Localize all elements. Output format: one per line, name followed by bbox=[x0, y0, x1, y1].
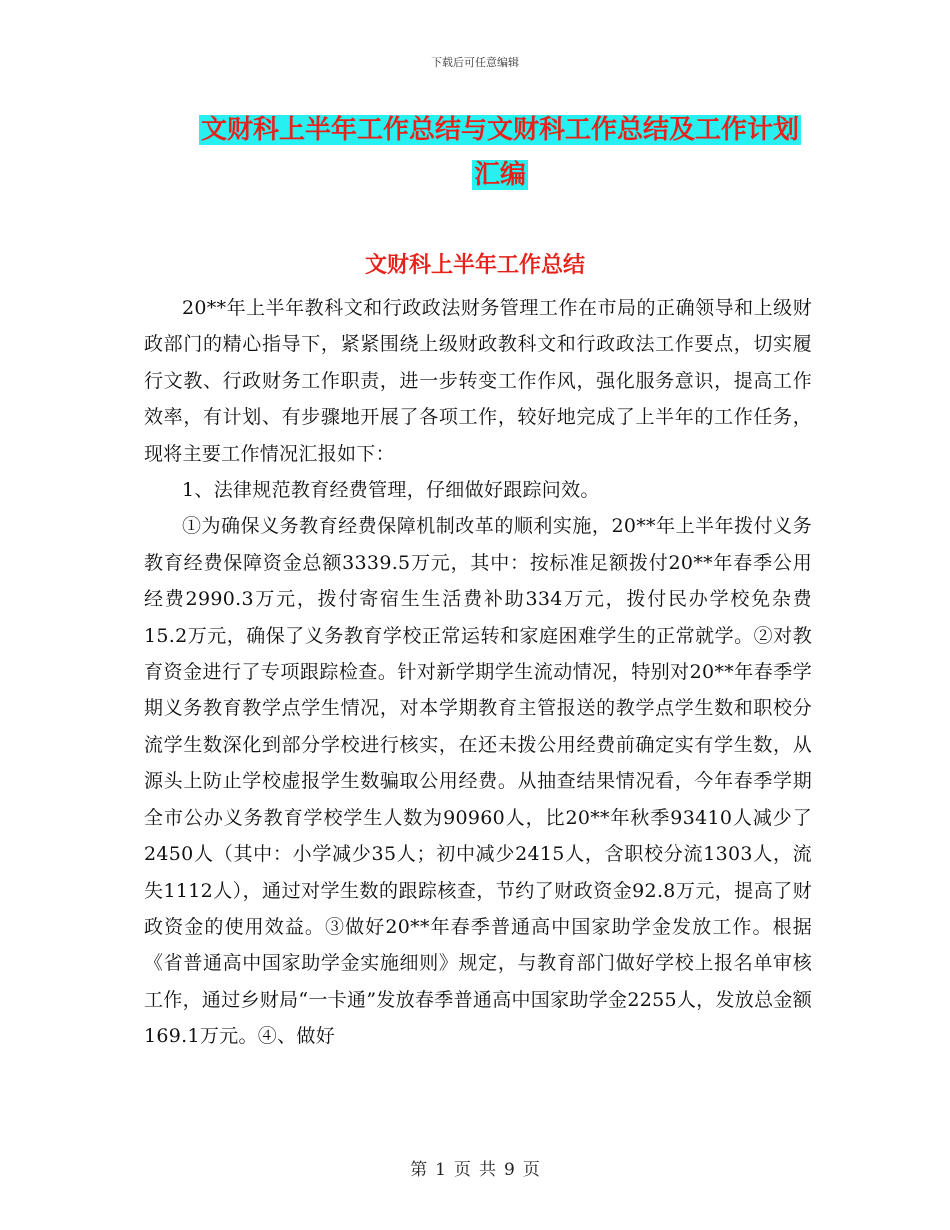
footer-total-pages: 9 bbox=[504, 1160, 515, 1180]
footer-prefix: 第 bbox=[410, 1160, 428, 1180]
paragraph-details: ①为确保义务教育经费保障机制改革的顺利实施，20**年上半年拨付义务教育经费保障资金总额3339.5万元，其中：按标准足额拨付20**年春季公用经费2990.3万元，拨付寄宿生生活费补助334万元，拨付民办学校免杂费15.2万元，确保了义务教育学校正常运转和家庭困难学生的正常就学。②对教育资金进行了专项跟踪检查。针对新学期学生流动情况，特别对20**年春季学期义务教育教学点学生情况，对本学期教育主管报送的教学点学生数和职校分流学生数深化到部分学校进行核实，在还未拨公用经费前确定实有学生数，从源头上防止学校虚报学生数骗取公用经费。从抽查结果情况看，今年春季学期全市公办义务教育学校学生人数为90960人，比20**年秋季93410人减少了2450人（其中：小学减少35人；初中减少2415人，含职校分流1303人，流失1112人），通过对学生数的跟踪核查，节约了财政资金92.8万元，提高了财政资金的使用效益。③做好20**年春季普通高中国家助学金发放工作。根据《省普通高中国家助学金实施细则》规定，与教育部门做好学校上报名单审核工作，通过乡财局“一卡通”发放春季普通高中国家助学金2255人，发放总金额169.1万元。④、做好 bbox=[144, 515, 812, 1048]
footer-middle: 页 bbox=[454, 1160, 471, 1180]
page-footer bbox=[0, 1155, 950, 1180]
paragraph-item-1: 1、法律规范教育经费管理，仔细做好跟踪问效。 bbox=[182, 479, 600, 502]
section-title: 文财科上半年工作总结 bbox=[364, 253, 585, 278]
title-line-1: 文财科上半年工作总结与文财科工作总结及工作计划 bbox=[200, 115, 799, 145]
footer-current-page: 1 bbox=[435, 1160, 446, 1180]
document-body bbox=[144, 290, 812, 1055]
paragraph-intro: 20**年上半年教科文和行政政法财务管理工作在市局的正确领导和上级财政部门的精心指导下，紧紧围绕上级财政教科文和行政政法工作要点，切实履行文教、行政财务工作职责，进一步转变工作作风，强化服务意识，提高工作效率，有计划、有步骤地开展了各项工作，较好地完成了上半年的工作任务，现将主要工作情况汇报如下： bbox=[144, 297, 812, 465]
document-title bbox=[190, 108, 810, 198]
footer-total-word: 共 bbox=[479, 1160, 496, 1180]
header-note: 下载后可任意编辑 bbox=[431, 56, 519, 69]
title-line-2: 汇编 bbox=[473, 160, 526, 190]
footer-suffix: 页 bbox=[522, 1160, 540, 1180]
